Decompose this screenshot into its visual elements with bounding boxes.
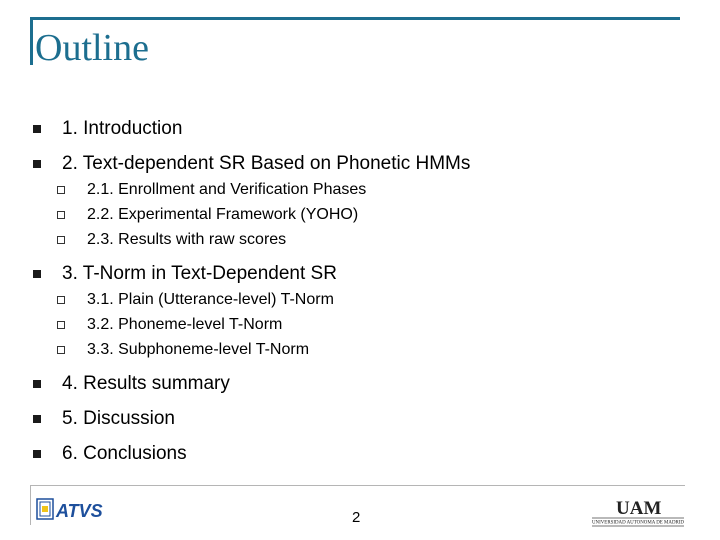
outline-item-label: 4. Results summary — [62, 373, 230, 394]
outline-item — [33, 372, 230, 396]
outline-subitem — [57, 314, 282, 336]
atvs-logo — [36, 496, 116, 524]
outline-item — [33, 152, 470, 176]
uam-logo-caption: UNIVERSIDAD AUTONOMA DE MADRID — [592, 519, 685, 526]
hollow-square-bullet-icon — [57, 186, 65, 194]
square-bullet-icon — [33, 125, 41, 133]
outline-subitem-label: 3.3. Subphoneme-level T-Norm — [87, 341, 310, 358]
outline-subitem — [57, 179, 366, 201]
outline-item-label: 5. Discussion — [62, 408, 175, 429]
slide-title: Outline — [35, 27, 149, 69]
outline-subitem — [57, 289, 334, 311]
outline-subitem — [57, 204, 358, 226]
square-bullet-icon — [33, 160, 41, 168]
title-top-rule — [30, 17, 680, 20]
outline-subitem — [57, 229, 286, 251]
outline-item-label: 6. Conclusions — [62, 443, 187, 464]
atvs-logo-text: ATVS — [56, 501, 103, 521]
outline-subitem-label: 2.1. Enrollment and Verification Phases — [87, 181, 367, 198]
outline-item — [33, 407, 175, 431]
square-bullet-icon — [33, 380, 41, 388]
outline-item — [33, 262, 337, 286]
square-bullet-icon — [33, 415, 41, 423]
uam-logo-letters: UAM — [616, 498, 662, 519]
outline-item — [33, 117, 182, 141]
outline-subitem-label: 3.1. Plain (Utterance-level) T-Norm — [87, 291, 334, 308]
outline-item-label: 2. Text-dependent SR Based on Phonetic HMMs — [62, 153, 471, 174]
hollow-square-bullet-icon — [57, 296, 65, 304]
outline-subitem-label: 2.3. Results with raw scores — [87, 231, 287, 248]
outline-subitem-label: 2.2. Experimental Framework (YOHO) — [87, 206, 359, 223]
outline-item-label: 3. T-Norm in Text-Dependent SR — [62, 263, 337, 284]
hollow-square-bullet-icon — [57, 211, 65, 219]
hollow-square-bullet-icon — [57, 236, 65, 244]
hollow-square-bullet-icon — [57, 346, 65, 354]
footer-rule — [30, 485, 685, 486]
outline-subitem-label: 3.2. Phoneme-level T-Norm — [87, 316, 283, 333]
outline-item-label: 1. Introduction — [62, 118, 183, 139]
hollow-square-bullet-icon — [57, 321, 65, 329]
outline-subitem — [57, 339, 309, 361]
title-left-rule — [30, 17, 33, 65]
outline-item — [33, 442, 187, 466]
footer-left-rule — [30, 485, 31, 525]
square-bullet-icon — [33, 450, 41, 458]
page-number: 2 — [352, 509, 361, 526]
square-bullet-icon — [33, 270, 41, 278]
uam-logo — [590, 494, 686, 530]
